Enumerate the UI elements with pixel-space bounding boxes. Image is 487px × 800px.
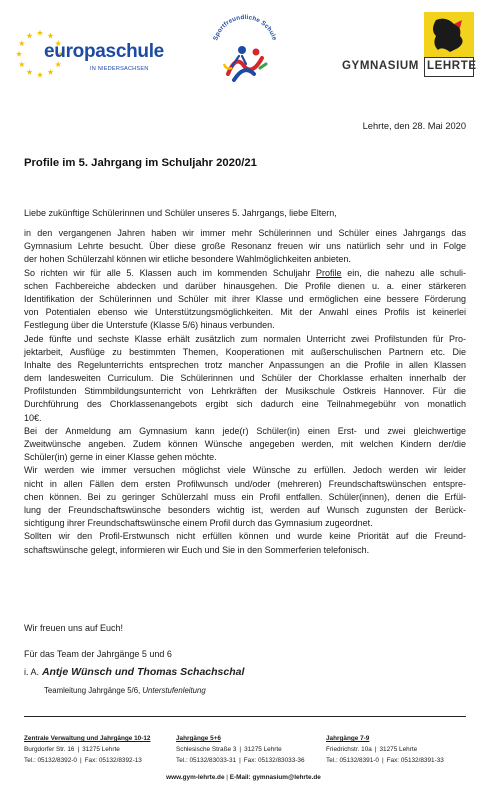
footer-phone: Tel.: 05132/8391-0 | Fax: 05132/8391-33 (326, 757, 444, 764)
body-line: der hohen Schülerzahl können wir etliche besondere Wahlmöglichkeiten anbieten. (24, 254, 351, 265)
profile-line-post: ein, die nahezu alle schuli- (341, 267, 466, 278)
footer-phone: Tel.: 05132/83033-31 | Fax: 05132/83033-36 (176, 757, 305, 764)
body-line: Durchführung des Chorklassenangebots ergibt sich dadurch eine Teilnahmegebühr von monatlich (24, 399, 466, 410)
footer-street: Schlesische Straße 3 (176, 746, 237, 753)
footer-heading: Zentrale Verwaltung und Jahrgänge 10-12 (24, 735, 151, 742)
letter-title: Profile im 5. Jahrgang im Schuljahr 2020/21 (24, 157, 257, 169)
footer-city: 31275 Lehrte (379, 746, 418, 753)
eu-star-icon (16, 51, 22, 57)
body-line: schen Fachbereiche abdecken und darüber hinausgehen. Die Profile dienen u. a. einer stärkeren (24, 280, 466, 291)
eu-star-icon (47, 69, 53, 75)
footer-website-link[interactable]: www.gym-lehrte.de (166, 774, 225, 781)
body-line: Sollten wir den Profil-Erstwunsch nicht erfüllen können und wurde keine Priorität auf die Freund- (24, 531, 466, 542)
body-line: Inhalte des Regelunterrichts entsprechen trotz mancher Anpassungen an die Profile in allen Klassen (24, 359, 466, 370)
signature-role-plain: Teamleitung Jahrgänge 5/6, (44, 686, 141, 695)
body-line: Bei der Anmeldung am Gymnasium kann jede(r) Schüler(in) einen Erst- und zwei gleichwertige (24, 425, 466, 436)
footer-email-link[interactable]: E-Mail: gymnasium@lehrte.de (229, 774, 321, 781)
body-line: dem landesweiten Curriculum. Die Schülerinnen und Schüler der Chorklasse erhalten innerhalb der (24, 373, 466, 384)
footer-divider (24, 716, 466, 717)
footer-phone: Tel.: 05132/8392-0 | Fax: 05132/8392-13 (24, 757, 142, 764)
body-line: Jede fünfte und sechste Klasse erhält zusätzlich zum normalen Unterricht zwei Profilstunden für Pro- (24, 333, 466, 344)
svg-text:Sportfreundliche Schule (212, 14, 278, 42)
europaschule-logo (14, 24, 162, 84)
signature-line (24, 666, 244, 678)
closing-thanks: Wir freuen uns auf Euch! (24, 623, 124, 633)
body-line: Gymnasium Lehrte besucht. Über diese große Resonanz freuen wir uns natürlich sehr und in Folge (24, 241, 466, 252)
footer-street: Burgdorfer Str. 16 (24, 746, 75, 753)
letter-greeting: Liebe zukünftige Schülerinnen und Schüler unseres 5. Jahrgangs, liebe Eltern, (24, 208, 337, 218)
footer-fax: Fax: 05132/8392-13 (84, 757, 142, 764)
body-line: schaftswünsche gelegt, informieren wir Euch und Sie in den Sommerferien telefonisch. (24, 544, 370, 555)
eu-star-icon (26, 33, 32, 39)
body-line-profile (24, 267, 466, 280)
sport-logo-arc-text: Sportfreundliche Schule (212, 14, 278, 42)
eu-star-icon (19, 40, 25, 46)
body-line: Zweitwünsche angeben. Zudem können Wünsche angegeben werden, mit welchen Kindern der/die (24, 439, 466, 449)
athlete-figures-icon (224, 46, 266, 80)
europaschule-logo-name: europaschule (44, 41, 164, 62)
eu-star-icon (19, 61, 25, 67)
footer-heading: Jahrgänge 7-9 (326, 735, 370, 742)
body-line: nicht in allen Fällen dem ersten Profilwunsch und/oder (mehreren) Freundschaftswünschen entspre- (24, 478, 466, 489)
closing-team: Für das Team der Jahrgänge 5 und 6 (24, 649, 172, 659)
body-line: Wir werden wie immer versuchen möglichst viele Wünsche zu erfüllen. Jedoch werden wir leider (24, 465, 466, 476)
body-line: 10€. (24, 412, 42, 423)
eu-star-icon (37, 72, 43, 78)
signature-role (44, 686, 206, 695)
profile-line-pre: So richten wir für alle 5. Klassen auch im kommenden Schuljahr (24, 267, 317, 278)
eu-star-icon (26, 69, 32, 75)
lion-crest-icon (433, 19, 463, 52)
footer-address: Burgdorfer Str. 16 | 31275 Lehrte (24, 746, 120, 753)
gymnasium-logo-word: GYMNASIUM (342, 60, 419, 72)
body-line: chen können. Bei zu geringer Schülerzahl muss ein Profil entfallen. Schüler(innen), denen die Erfül- (24, 491, 466, 502)
footer-tel: Tel.: 05132/8392-0 (24, 757, 77, 764)
eu-star-icon (47, 33, 53, 39)
body-line: sichtigung ihrer Freundschaftswünsche einem Profil durch das Gymnasium zugeordnet. (24, 518, 373, 529)
body-line: Festlegung über die Unterstufe (Klasse 5/6) hinaus verbunden. (24, 320, 275, 331)
signature: Antje Wünsch und Thomas Schachschal (41, 666, 245, 678)
gymnasium-lehrte-logo (342, 12, 476, 86)
letter-body (24, 227, 466, 557)
footer-address: Schlesische Straße 3 | 31275 Lehrte (176, 746, 282, 753)
footer-heading: Jahrgänge 5+6 (176, 735, 221, 742)
footer-tel: Tel.: 05132/8391-0 (326, 757, 379, 764)
body-line: von Potentialen ebenso wie Unterstützungsmöglichkeiten. Mit der Anwahl eines Profils ist keinerlei (24, 307, 466, 318)
footer-col-grades-7-9 (326, 733, 444, 766)
footer-tel: Tel.: 05132/83033-31 (176, 757, 237, 764)
footer-city: 31275 Lehrte (244, 746, 282, 753)
footer-street: Friedrichstr. 10a (326, 746, 372, 753)
body-line: jektarbeit, Ausflüge zu bestimmten Themen, Kooperationen mit außerschulischen Partnern etc. Die (24, 346, 466, 357)
signature-role-italic: Unterstufenleitung (142, 686, 206, 695)
profile-underlined: Profile (316, 267, 342, 278)
footer-fax: Fax: 05132/8391-33 (386, 757, 444, 764)
footer-col-grades-5-6 (176, 733, 305, 766)
eu-star-icon (37, 30, 43, 36)
sportfreundliche-schule-logo (206, 14, 284, 86)
europaschule-logo-sub: IN NIEDERSACHSEN (90, 66, 149, 72)
lehrte-logo-word: LEHRTE (427, 60, 477, 72)
body-line: Schüler(in) gerne in einer Klasse gehen möchte. (24, 452, 217, 463)
body-line: in den vergangenen Jahren haben wir immer mehr Schülerinnen und Schüler eines Jahrgangs das (24, 228, 466, 238)
footer-web-line: www.gym-lehrte.de | E-Mail: gymnasium@lehrte.de (166, 774, 321, 781)
footer-fax: Fax: 05132/83033-36 (243, 757, 305, 764)
footer-city: 31275 Lehrte (82, 746, 120, 753)
footer-col-administration (24, 733, 150, 766)
body-line: lung der Freundschaftswünsche besonders wichtig ist, werden auf Wunsch zugunsten der Berück- (24, 504, 466, 515)
body-line: Profilstunden Stimmbildungsunterricht von Lehrkräften der Musikschule Ostkreis Hannover. Für die (24, 386, 466, 397)
footer-address: Friedrichstr. 10a | 31275 Lehrte (326, 746, 418, 753)
signature-prefix: i. A. (24, 667, 40, 677)
letter-date: Lehrte, den 28. Mai 2020 (362, 121, 466, 131)
body-line: Identifikation der Schülerinnen und Schüler mit ihrer Klasse und ermöglichen eine bessere Förderung (24, 293, 466, 304)
